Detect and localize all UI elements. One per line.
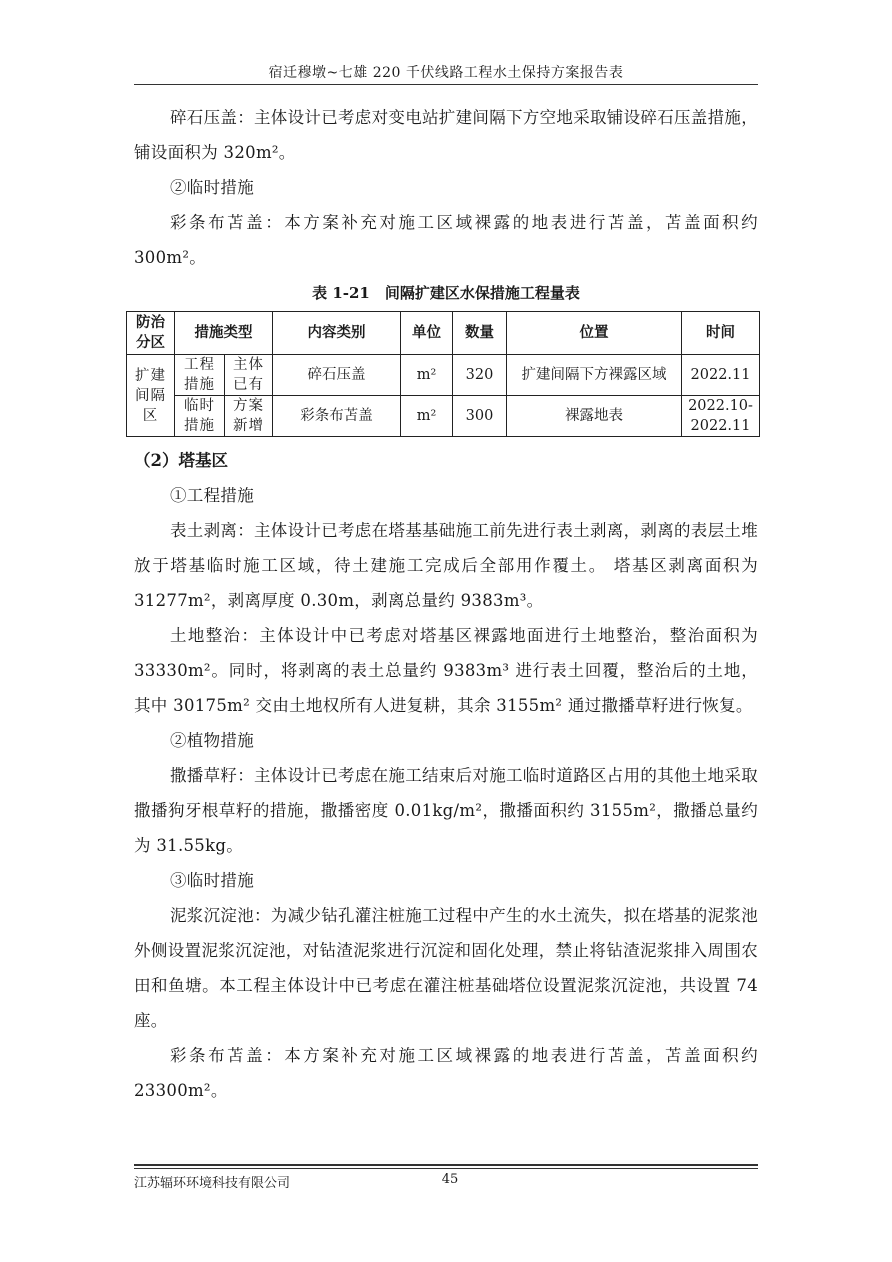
- table-row: [127, 355, 760, 396]
- subheading-temporary-measures: ②临时措施: [170, 178, 254, 197]
- cell-content: 彩条布苫盖: [273, 396, 401, 437]
- cell-time: 2022.10-2022.11: [682, 396, 760, 437]
- footer-company: 江苏辐环环境科技有限公司: [134, 1176, 291, 1191]
- header-qty: 数量: [453, 312, 507, 355]
- header-unit: 单位: [401, 312, 453, 355]
- cell-area: 扩建间隔区: [127, 355, 175, 437]
- measures-table: [126, 311, 760, 437]
- subheading-plant-measures: ②植物措施: [170, 731, 254, 750]
- cell-location: 裸露地表: [507, 396, 682, 437]
- cell-unit: m²: [401, 396, 453, 437]
- cell-unit: m²: [401, 355, 453, 396]
- table-header-row: [127, 312, 760, 355]
- subheading-temporary-measures-2: ③临时措施: [170, 871, 254, 890]
- page-body: [134, 100, 758, 1108]
- cell-qty: 300: [453, 396, 507, 437]
- header-location: 位置: [507, 312, 682, 355]
- cell-type1: 工程措施: [175, 355, 225, 396]
- subheading-engineering-measures: ①工程措施: [170, 486, 254, 505]
- paragraph-land-consolidation: 土地整治：主体设计中已考虑对塔基区裸露地面进行土地整治，整治面积为 33330m²。同时，将剥离的表土总量约 9383m³ 进行表土回覆，整治后的土地，其中 30175m² 交由土地权所有人进复耕，其余 3155m² 通过撒播草籽进行恢复。: [134, 626, 758, 715]
- footer-rule-thin: [134, 1168, 758, 1169]
- header-type: 措施类型: [175, 312, 273, 355]
- section-heading-tower-base: （2）塔基区: [134, 451, 228, 470]
- header-content: 内容类别: [273, 312, 401, 355]
- header-time: 时间: [682, 312, 760, 355]
- paragraph-grass-seeding: 撒播草籽：主体设计已考虑在施工结束后对施工临时道路区占用的其他土地采取撒播狗牙根草籽的措施，撒播密度 0.01kg/m²，撒播面积约 3155m²，撒播总量约为 31.55kg。: [134, 766, 758, 855]
- paragraph-sedimentation-pond: 泥浆沉淀池：为减少钻孔灌注桩施工过程中产生的水土流失，拟在塔基的泥浆池外侧设置泥浆沉淀池，对钻渣泥浆进行沉淀和固化处理，禁止将钻渣泥浆排入周围农田和鱼塘。本工程主体设计中已考虑在灌注桩基础塔位设置泥浆沉淀池，共设置 74 座。: [134, 906, 758, 1030]
- running-header: 宿迁穆墩~七雄 220 千伏线路工程水土保持方案报告表: [268, 65, 624, 81]
- cell-time: 2022.11: [682, 355, 760, 396]
- page-number: 45: [441, 1172, 459, 1187]
- paragraph-topsoil-stripping: 表土剥离：主体设计已考虑在塔基基础施工前先进行表土剥离，剥离的表层土堆放于塔基临时施工区域，待土建施工完成后全部用作覆土。 塔基区剥离面积为 31277m²，剥离厚度 0.30m，剥离总量约 9383m³。: [134, 521, 758, 610]
- paragraph-tarp-cover: 彩条布苫盖：本方案补充对施工区域裸露的地表进行苫盖，苫盖面积约 300m²。: [134, 213, 758, 267]
- header-rule: [134, 84, 758, 85]
- paragraph-tarp-cover-2: 彩条布苫盖：本方案补充对施工区域裸露的地表进行苫盖，苫盖面积约 23300m²。: [134, 1046, 758, 1100]
- table-row: [127, 396, 760, 437]
- paragraph-gravel-cover: 碎石压盖：主体设计已考虑对变电站扩建间隔下方空地采取铺设碎石压盖措施，铺设面积为 320m²。: [134, 108, 758, 162]
- cell-type2: 主体已有: [225, 355, 273, 396]
- cell-qty: 320: [453, 355, 507, 396]
- table-title: 表 1-21 间隔扩建区水保措施工程量表: [312, 284, 580, 302]
- cell-type1: 临时措施: [175, 396, 225, 437]
- cell-location: 扩建间隔下方裸露区域: [507, 355, 682, 396]
- cell-type2: 方案新增: [225, 396, 273, 437]
- footer-rule: [134, 1164, 758, 1166]
- header-area: 防治分区: [127, 312, 175, 355]
- cell-content: 碎石压盖: [273, 355, 401, 396]
